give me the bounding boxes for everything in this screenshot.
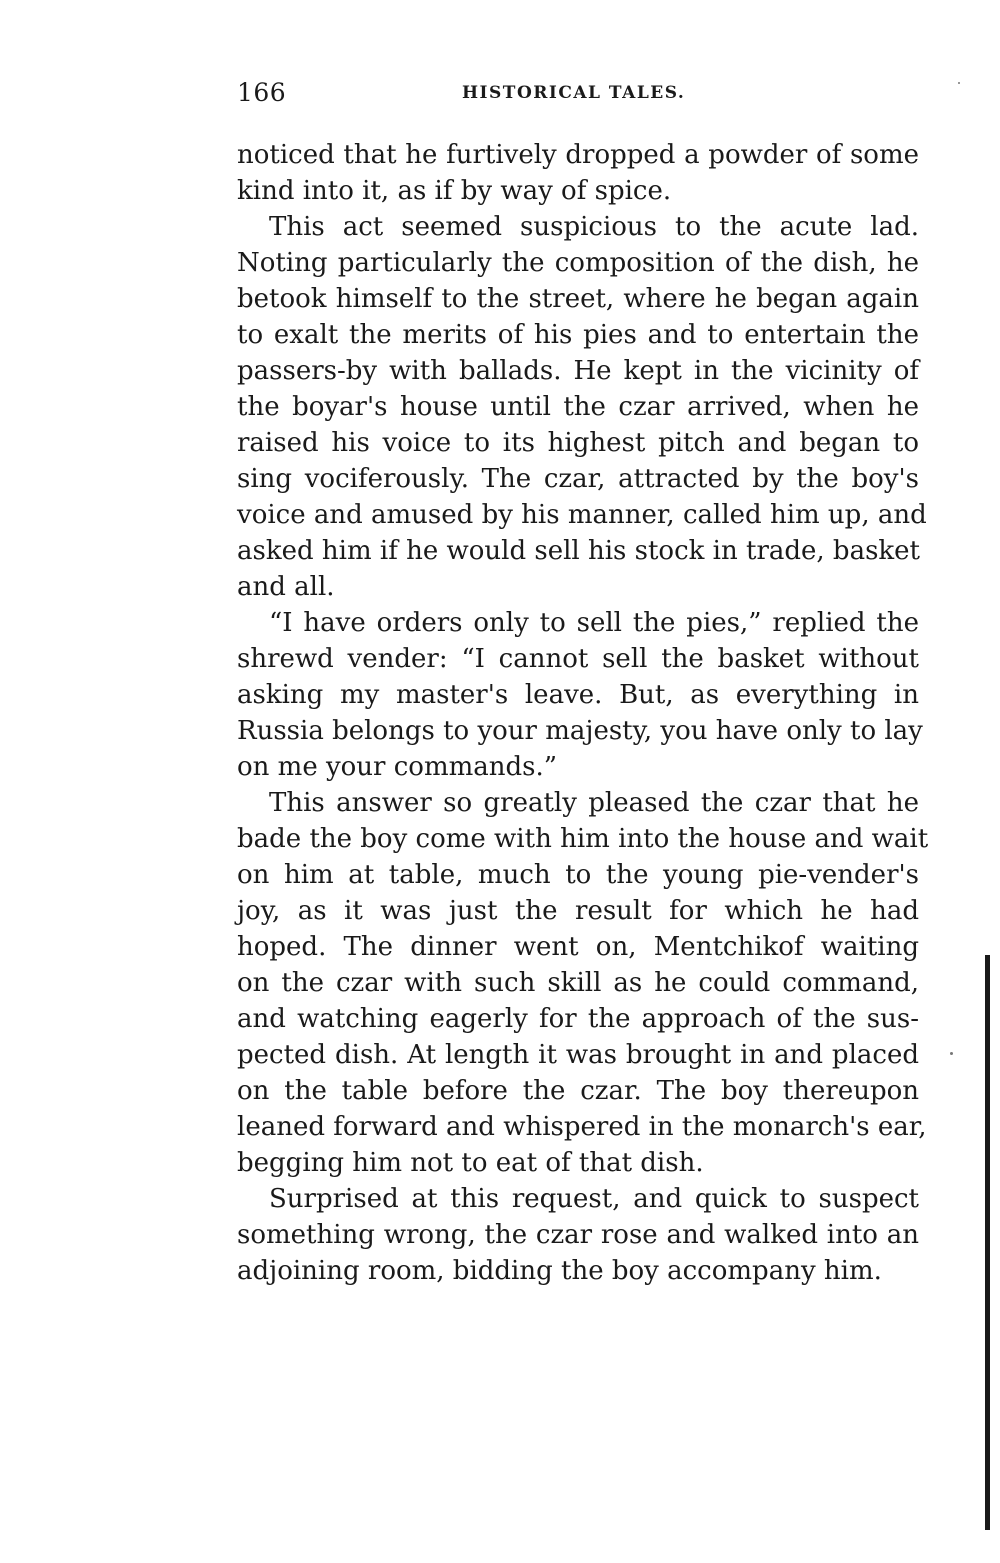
text-line: joy, as it was just the result for which he had xyxy=(237,896,919,926)
text-line: to exalt the merits of his pies and to entertain the xyxy=(237,320,919,350)
paragraph xyxy=(237,209,927,605)
paragraph xyxy=(237,605,923,785)
paper-speck xyxy=(958,82,960,84)
text-line: This answer so greatly pleased the czar that he xyxy=(269,788,919,818)
text-line: Surprised at this request, and quick to suspect xyxy=(269,1184,919,1214)
paragraph xyxy=(237,1181,919,1289)
text-line: “I have orders only to sell the pies,” replied the xyxy=(269,608,919,638)
text-line: raised his voice to its highest pitch and began to xyxy=(237,428,919,458)
body-text xyxy=(237,137,929,1289)
text-line: Russia belongs to your majesty, you have only to lay xyxy=(237,716,923,746)
text-line: on the table before the czar. The boy thereupon xyxy=(237,1076,919,1106)
paragraph xyxy=(237,137,919,209)
running-title: HISTORICAL TALES. xyxy=(462,83,686,103)
text-line: asking my master's leave. But, as everything in xyxy=(237,680,919,710)
text-line: noticed that he furtively dropped a powder of some xyxy=(237,140,919,170)
text-line: sing vociferously. The czar, attracted by the boy's xyxy=(237,464,919,494)
text-line: asked him if he would sell his stock in trade, basket xyxy=(237,536,921,566)
text-line: begging him not to eat of that dish. xyxy=(237,1148,704,1178)
text-line: betook himself to the street, where he began again xyxy=(237,284,919,314)
text-line: and all. xyxy=(237,572,335,602)
text-line: shrewd vender: “I cannot sell the basket without xyxy=(237,644,919,674)
text-line: passers-by with ballads. He kept in the vicinity of xyxy=(237,356,919,386)
text-line: Noting particularly the composition of the dish, he xyxy=(237,248,919,278)
text-line: something wrong, the czar rose and walked into an xyxy=(237,1220,919,1250)
text-line: on him at table, much to the young pie-vender's xyxy=(237,860,919,890)
text-line: and watching eagerly for the approach of the sus- xyxy=(237,1004,919,1034)
text-line: adjoining room, bidding the boy accompany him. xyxy=(237,1256,882,1286)
text-line: on me your commands.” xyxy=(237,752,558,782)
text-line: kind into it, as if by way of spice. xyxy=(237,176,672,206)
paragraph xyxy=(237,785,929,1181)
paper-speck xyxy=(950,1052,953,1055)
text-line: bade the boy come with him into the house and wait xyxy=(237,824,929,854)
text-line: the boyar's house until the czar arrived, when he xyxy=(237,392,919,422)
text-line: hoped. The dinner went on, Mentchikof waiting xyxy=(237,932,919,962)
text-line: This act seemed suspicious to the acute lad. xyxy=(269,212,919,242)
page-edge-shadow xyxy=(985,955,990,1530)
page-header xyxy=(237,78,919,118)
page-number: 166 xyxy=(237,78,287,107)
text-line: leaned forward and whispered in the monarch's ear, xyxy=(237,1112,927,1142)
text-line: on the czar with such skill as he could command, xyxy=(237,968,919,998)
text-line: voice and amused by his manner, called him up, and xyxy=(237,500,927,530)
text-line: pected dish. At length it was brought in and placed xyxy=(237,1040,919,1070)
